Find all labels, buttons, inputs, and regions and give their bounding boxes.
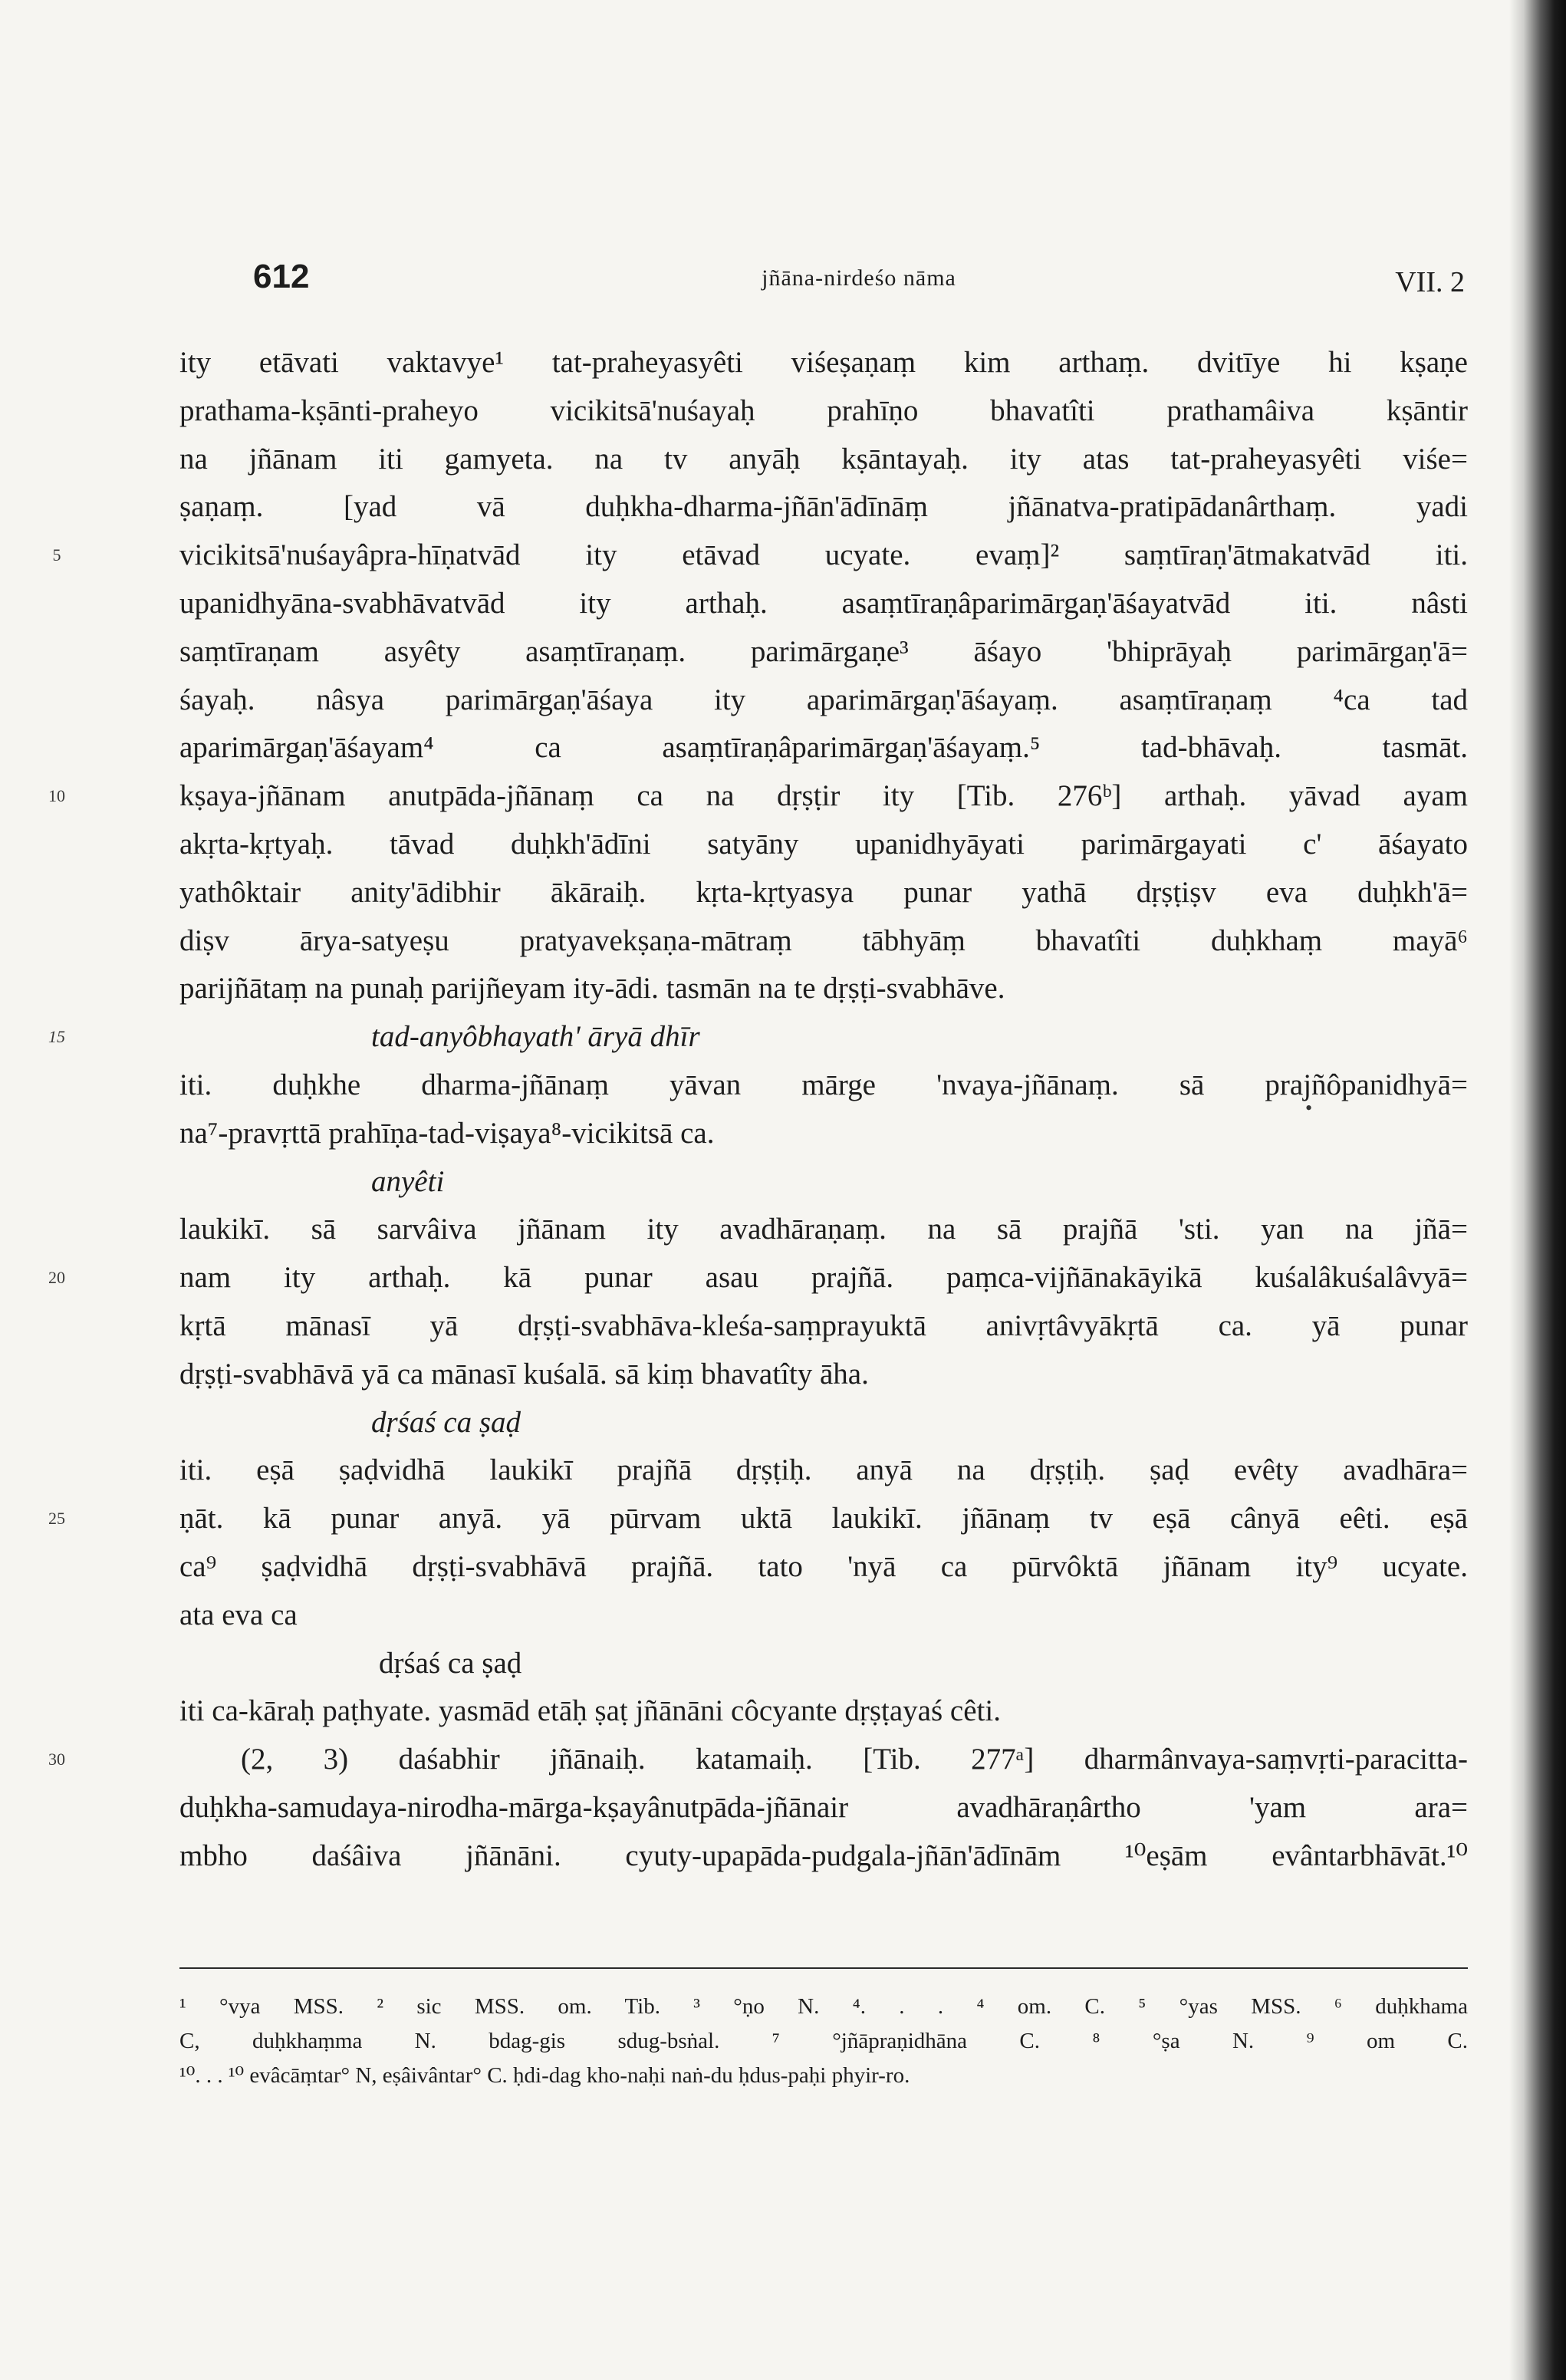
page-edge-shadow [1509,0,1566,2380]
footnote-line: ¹ °vya MSS. ² sic MSS. om. Tib. ³ °ṇo N. ⁴. . . ⁴ om. C. ⁵ °yas MSS. ⁶ duḥkhama [179,1994,1468,2019]
footnote-rule [179,1967,1468,1969]
text-line: ity etāvati vaktavye¹ tat-praheyasyêti viśeṣaṇaṃ kim arthaṃ. dvitīye hi kṣaṇe [179,346,1468,379]
footnotes [179,1990,1468,2093]
text-line: laukikī. sā sarvâiva jñānam ity avadhāraṇaṃ. na sā prajñā 'sti. yan na jñā= [179,1213,1468,1246]
verse-line: anyêti [371,1164,445,1198]
page-number: 612 [253,258,310,295]
text-line: kṛtā mānasī yā dṛṣṭi-svabhāva-kleśa-saṃprayuktā anivṛtâvyākṛtā ca. yā punar [179,1309,1468,1342]
main-text [48,339,1468,1881]
line-number: 10 [48,786,65,806]
line-number: 30 [48,1750,65,1769]
text-line: na⁷-pravṛttā prahīṇa-tad-viṣaya⁸-vicikitsā ca. [179,1116,715,1150]
line-number: 25 [48,1509,65,1529]
text-line: mbho daśâiva jñānāni. cyuty-upapāda-pudgala-jñān'ādīnām ¹⁰eṣām evântarbhāvāt.¹⁰ [179,1838,1468,1872]
running-head: jñāna-nirdeśo nāma [762,265,956,291]
verse-line: dṛśaś ca ṣaḍ [379,1646,522,1680]
text-line: ṣaṇaṃ. [yad vā duḥkha-dharma-jñān'ādīnāṃ jñānatva-pratipādanârthaṃ. yadi [179,490,1468,524]
text-line: prathama-kṣānti-praheyo vicikitsā'nuśayaḥ prahīṇo bhavatîti prathamâiva kṣāntir [179,393,1468,427]
text-line: 10 kṣaya-jñānam anutpāda-jñānaṃ ca na dṛṣṭir ity [Tib. 276ᵇ] arthaḥ. yāvad ayam [179,772,1468,821]
section-reference: VII. 2 [1395,266,1465,298]
text-line: upanidhyāna-svabhāvatvād ity arthaḥ. asaṃtīraṇâparimārgaṇ'āśayatvād iti. nâsti [179,586,1468,620]
text-line: 25 ṇāt. kā punar anyā. yā pūrvam uktā laukikī. jñānaṃ tv eṣā cânyā eêti. eṣā [179,1495,1468,1543]
verse-line: 15 tad-anyôbhayath' āryā dhīr [179,1013,1468,1062]
text-line: diṣv ārya-satyeṣu pratyavekṣaṇa-mātraṃ tābhyāṃ bhavatîti duḥkhaṃ mayā⁶ [179,923,1468,957]
text-line: saṃtīraṇam asyêty asaṃtīraṇaṃ. parimārgaṇe³ āśayo 'bhiprāyaḥ parimārgaṇ'ā= [179,634,1468,668]
footnote-line: C, duḥkhaṃma N. bdag-gis sdug-bsṅal. ⁷ °jñāpraṇidhāna C. ⁸ °ṣa N. ⁹ om C. [179,2029,1468,2053]
text-line: na jñānam iti gamyeta. na tv anyāḥ kṣāntayaḥ. ity atas tat-praheyasyêti viśe= [179,442,1468,476]
text-line: 5 vicikitsā'nuśayâpra-hīṇatvād ity etāvad ucyate. evaṃ]² saṃtīraṇ'ātmakatvād iti. [179,532,1468,580]
text-line: iti. eṣā ṣaḍvidhā laukikī prajñā dṛṣṭiḥ. anyā na dṛṣṭiḥ. ṣaḍ evêty avadhāra= [179,1453,1468,1487]
text-line: akṛta-kṛtyaḥ. tāvad duḥkh'ādīni satyāny upanidhyāyati parimārgayati c' āśayato [179,827,1468,861]
footnote-line: ¹⁰. . . ¹⁰ evâcāṃtar° N, eṣâivântar° C. ḥdi-dag kho-naḥi naṅ-du ḥdus-paḥi phyir-ro. [179,2063,910,2088]
text-line: dṛṣṭi-svabhāvā yā ca mānasī kuśalā. sā kiṃ bhavatîty āha. [179,1357,869,1391]
verse-line: dṛśaś ca ṣaḍ [371,1405,521,1439]
text-line: iti ca-kāraḥ paṭhyate. yasmād etāḥ ṣaṭ jñānāni côcyante dṛṣṭayaś cêti. [179,1694,1001,1728]
stray-mark: • [1305,1097,1313,1119]
page-header [253,258,1465,311]
text-line: yathôktair anity'ādibhir ākāraiḥ. kṛta-kṛtyasya punar yathā dṛṣṭiṣv eva duḥkh'ā= [179,875,1468,909]
text-line: ca⁹ ṣaḍvidhā dṛṣṭi-svabhāvā prajñā. tato 'nyā ca pūrvôktā jñānam ity⁹ ucyate. [179,1549,1468,1583]
text-line: ata eva ca [179,1598,298,1631]
text-line: śayaḥ. nâsya parimārgaṇ'āśaya ity aparimārgaṇ'āśayaṃ. asaṃtīraṇaṃ ⁴ca tad [179,683,1468,716]
line-number: 15 [48,1027,65,1047]
text-line: 30 (2, 3) daśabhir jñānaiḥ. katamaiḥ. [Tib. 277ᵃ] dharmânvaya-saṃvṛti-paracitta- [179,1736,1468,1784]
text-line: duḥkha-samudaya-nirodha-mārga-kṣayânutpāda-jñānair avadhāraṇârtho 'yam ara= [179,1790,1468,1824]
text-line: 20 nam ity arthaḥ. kā punar asau prajñā. paṃca-vijñānakāyikā kuśalâkuśalâvyā= [179,1254,1468,1302]
line-number: 5 [52,545,61,565]
text-line: aparimārgaṇ'āśayam⁴ ca asaṃtīraṇâparimārgaṇ'āśayaṃ.⁵ tad-bhāvaḥ. tasmāt. [179,731,1468,765]
text-line: iti. duḥkhe dharma-jñānaṃ yāvan mārge 'nvaya-jñānaṃ. sā prajñôpanidhyā= [179,1068,1468,1101]
line-number: 20 [48,1268,65,1288]
text-line: parijñātaṃ na punaḥ parijñeyam ity-ādi. tasmān na te dṛṣṭi-svabhāve. [179,972,1005,1006]
